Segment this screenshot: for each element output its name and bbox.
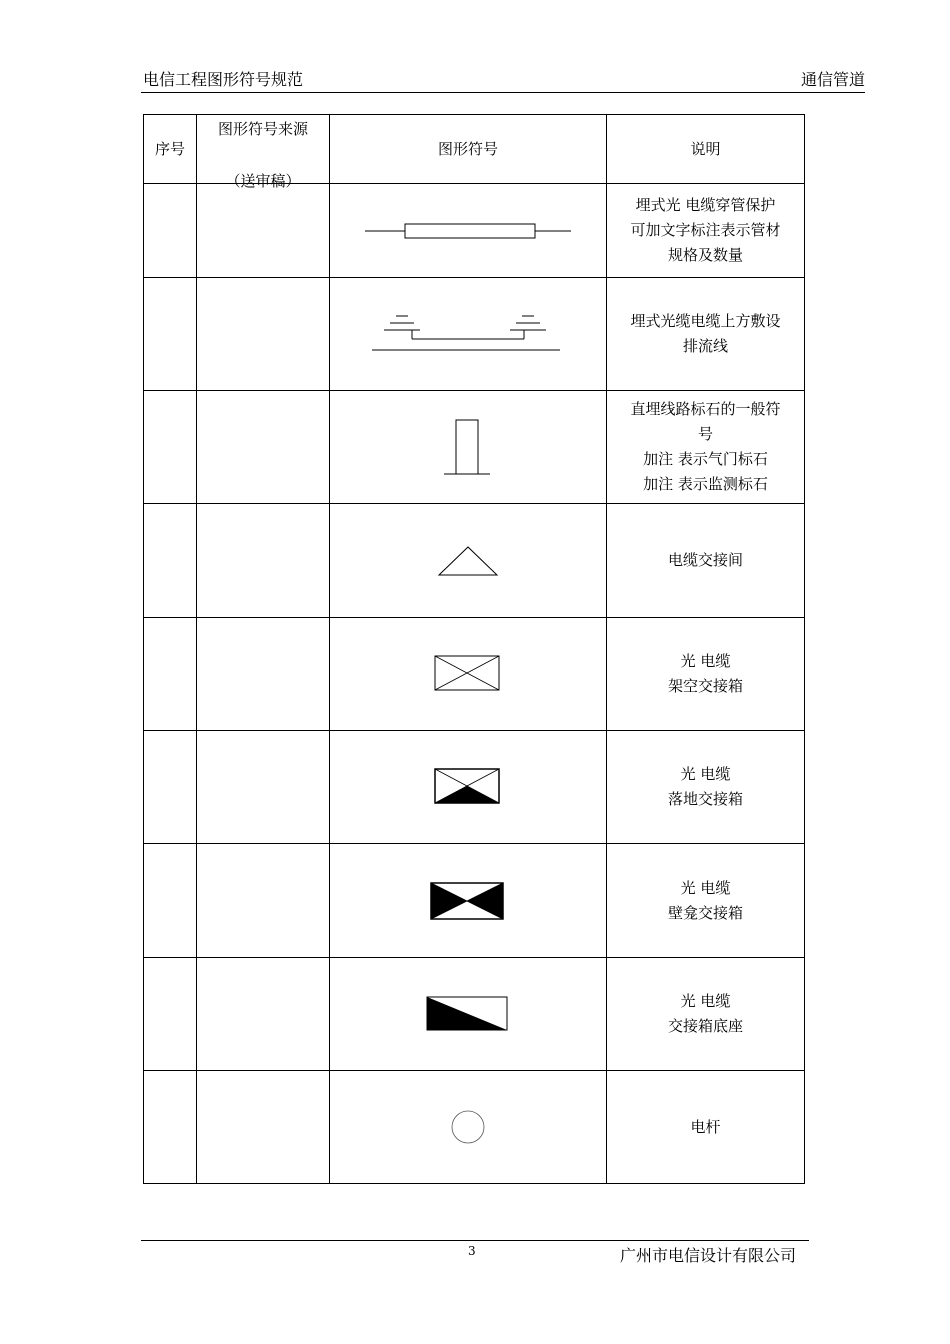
column-header-source-line1: 图形符号来源 <box>217 120 308 138</box>
table-row <box>144 618 805 731</box>
table-row <box>144 731 805 844</box>
description-line: 架空交接箱 <box>667 677 743 695</box>
wall-niche-cross-box-symbol <box>429 880 507 922</box>
description-cell <box>607 278 805 391</box>
table-row <box>144 844 805 958</box>
drain-wire-symbol <box>368 312 568 356</box>
symbol-cell <box>330 731 607 844</box>
symbol-cell <box>330 184 607 278</box>
footer-divider <box>141 1240 809 1241</box>
row-index-cell <box>144 731 197 844</box>
symbol-cell <box>330 958 607 1071</box>
description-line: 加注 表示气门标石 <box>643 450 768 468</box>
symbol-cell <box>330 618 607 731</box>
table-row <box>144 184 805 278</box>
cable-cross-connect-room-symbol <box>436 544 500 578</box>
pole-symbol <box>448 1107 488 1147</box>
row-source-cell <box>197 1071 330 1184</box>
description-line: 光 电缆 <box>680 878 731 897</box>
column-header-index: 序号 <box>144 115 197 184</box>
symbol-cell <box>330 1071 607 1184</box>
table-row <box>144 278 805 391</box>
table-row <box>144 1071 805 1184</box>
table-row <box>144 391 805 504</box>
row-source-cell <box>197 618 330 731</box>
description-cell <box>607 1071 805 1184</box>
table-header-row <box>144 115 805 184</box>
description-line: 光 电缆 <box>680 652 731 670</box>
description-cell <box>607 504 805 618</box>
description-line: 直埋线路标石的一般符 <box>630 400 781 418</box>
symbol-cell <box>330 391 607 504</box>
buried-pipe-protection-symbol <box>363 219 573 243</box>
description-cell <box>607 184 805 278</box>
floor-cross-box-symbol <box>433 766 503 808</box>
row-index-cell <box>144 844 197 958</box>
column-header-source-line2: （送审稿） <box>225 172 301 190</box>
row-index-cell <box>144 278 197 391</box>
symbol-cell <box>330 504 607 618</box>
table-row <box>144 958 805 1071</box>
footer-company: 广州市电信设计有限公司 <box>620 1246 797 1265</box>
description-line: 埋式光缆电缆上方敷设 <box>630 312 781 330</box>
description-cell <box>607 391 805 504</box>
page-number: 3 <box>468 1244 476 1258</box>
description-line: 加注 表示监测标石 <box>643 475 768 493</box>
row-source-cell <box>197 391 330 504</box>
row-source-cell <box>197 844 330 958</box>
symbol-cell <box>330 844 607 958</box>
row-index-cell <box>144 391 197 504</box>
description-line: 规格及数量 <box>667 246 743 264</box>
row-index-cell <box>144 184 197 278</box>
description-line: 号 <box>697 425 713 443</box>
row-index-cell <box>144 504 197 618</box>
symbol-table <box>143 114 805 1184</box>
row-source-cell <box>197 958 330 1071</box>
row-index-cell <box>144 958 197 1071</box>
header-divider <box>141 92 865 93</box>
symbol-cell <box>330 278 607 391</box>
column-header-description: 说明 <box>607 115 805 184</box>
row-index-cell <box>144 618 197 731</box>
description-line: 交接箱底座 <box>667 1017 743 1035</box>
page-header-section: 通信管道 <box>800 70 865 89</box>
cross-box-base-symbol <box>425 994 511 1034</box>
description-cell <box>607 731 805 844</box>
row-source-cell <box>197 184 330 278</box>
description-line: 可加文字标注表示管材 <box>630 221 781 239</box>
table-row <box>144 504 805 618</box>
column-header-symbol: 图形符号 <box>330 115 607 184</box>
page-header-title: 电信工程图形符号规范 <box>143 70 304 89</box>
row-index-cell <box>144 1071 197 1184</box>
description-line: 壁龛交接箱 <box>667 903 743 922</box>
description-cell <box>607 958 805 1071</box>
description-line: 光 电缆 <box>680 992 731 1010</box>
route-marker-stone-symbol <box>442 416 494 478</box>
row-source-cell <box>197 278 330 391</box>
description-line: 落地交接箱 <box>667 790 743 808</box>
description-line: 电缆交接间 <box>667 551 743 569</box>
description-line: 电杆 <box>690 1117 721 1136</box>
aerial-cross-box-symbol <box>433 653 503 695</box>
row-source-cell <box>197 504 330 618</box>
row-source-cell <box>197 731 330 844</box>
column-header-source <box>197 115 330 190</box>
description-line: 光 电缆 <box>680 765 731 783</box>
description-cell <box>607 618 805 731</box>
description-line: 排流线 <box>682 337 728 355</box>
description-line: 埋式光 电缆穿管保护 <box>635 196 776 214</box>
description-cell <box>607 844 805 958</box>
